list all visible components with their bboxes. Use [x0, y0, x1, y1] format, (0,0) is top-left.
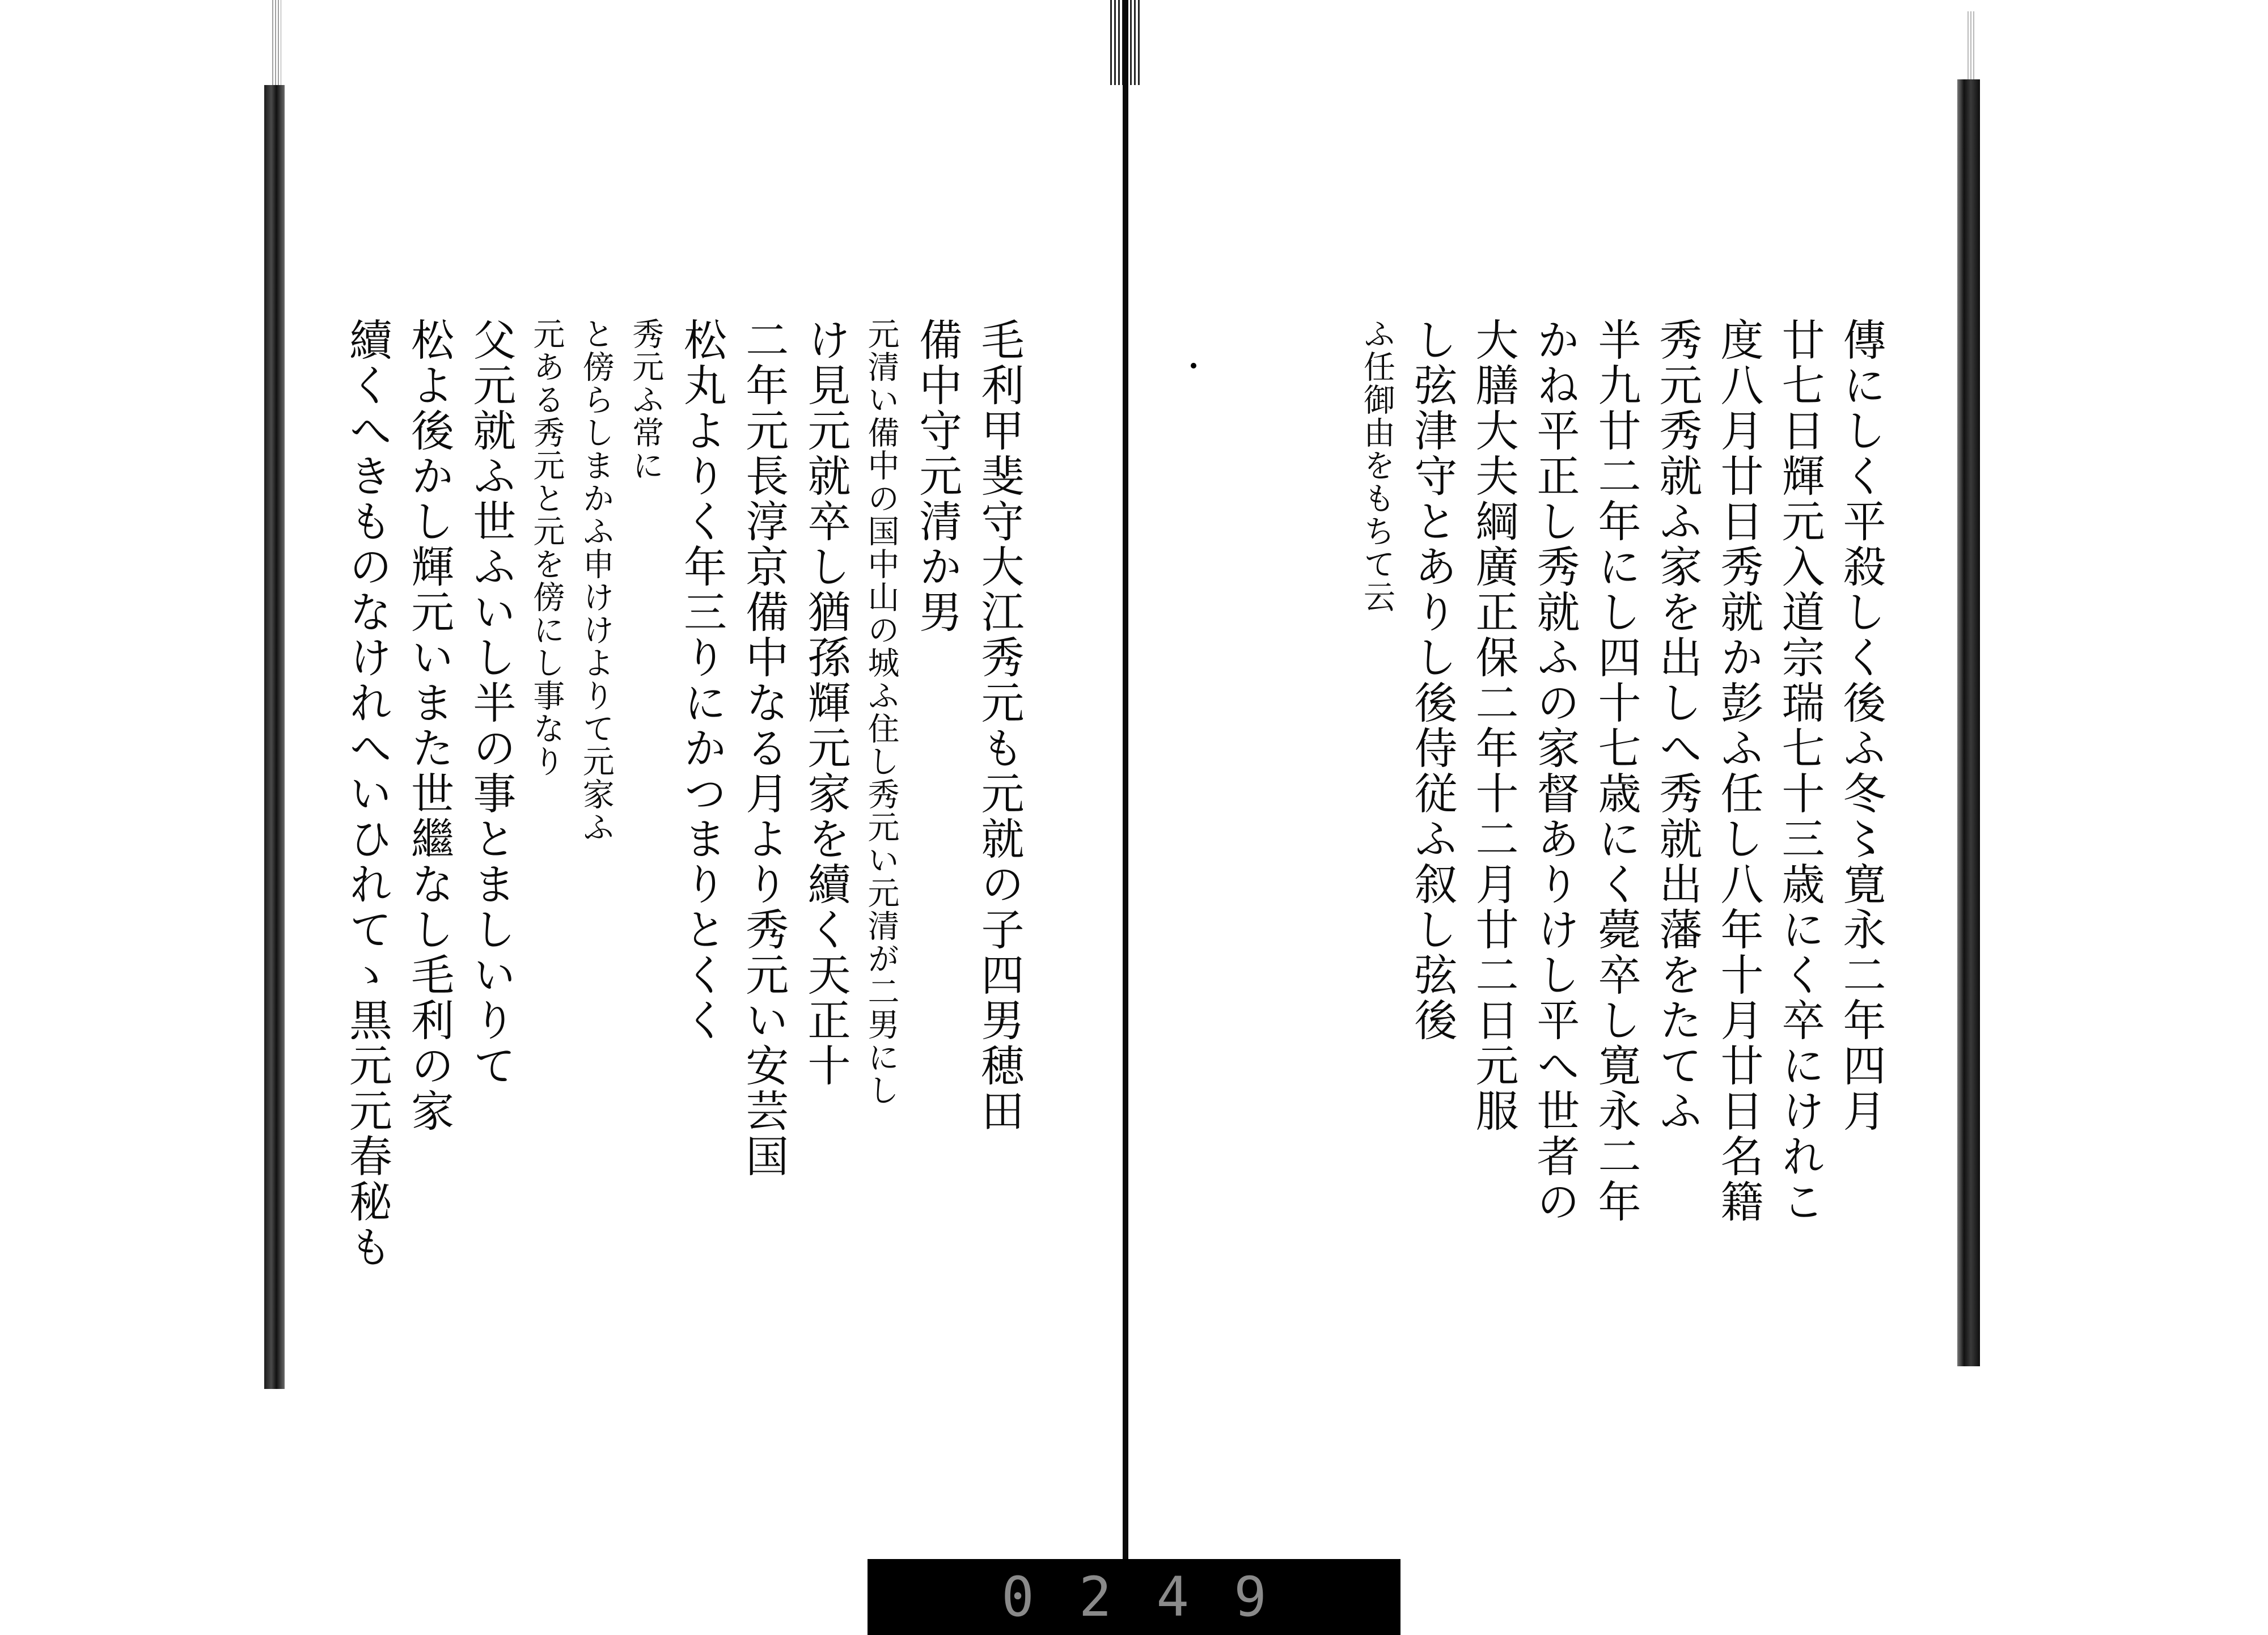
frame-number	[992, 1566, 1276, 1628]
annotation-column: 元清い備中の国中山の城ふ住し秀元い元清が二男にし	[862, 317, 900, 1107]
text-column: 大膳大夫綱廣正保二年十二月廿二日元服	[1469, 317, 1519, 1134]
left-book-edge	[264, 85, 285, 1389]
frame-digit: 2	[1078, 1565, 1112, 1629]
right-page-edge-top	[1967, 11, 1975, 79]
text-column: け見元就卒し猶孫輝元家を續く天正十	[801, 317, 852, 1088]
left-page-text	[340, 317, 1025, 1395]
left-page-edge-top	[272, 0, 281, 85]
text-column: 松よ後かし輝元いまた世繼なし毛利の家	[404, 317, 455, 1134]
text-column: 父元就ふ世ふいし半の事とましいりて	[466, 317, 517, 1088]
frame-digit: 0	[1001, 1565, 1034, 1629]
frame-digit: 4	[1156, 1565, 1190, 1629]
right-page-text	[1202, 317, 1886, 1395]
text-column: 度八月廿日秀就か彭ふ任し八年十月廿日名籍	[1713, 317, 1764, 1225]
text-column: 備中守元清か男	[912, 317, 963, 635]
annotation-column: と傍らしまかふ申けけよりて元家ふ	[577, 317, 615, 844]
text-column: 傳にしく平殺しく後ふ冬〻寛永二年四月	[1836, 317, 1886, 1134]
frame-digit: 9	[1234, 1565, 1267, 1629]
text-column: 毛利甲斐守大江秀元も元就の子四男穂田	[974, 317, 1025, 1134]
text-column: 半九廿二年にし四十七歳にく薨卒し寛永二年	[1591, 317, 1641, 1225]
annotation-column: 元ある秀元と元を傍にし事なり	[528, 317, 565, 778]
text-column: 廿七日輝元入道宗瑞七十三歳にく卒にけれこ	[1775, 317, 1825, 1225]
text-column: 松丸よりく年三りにかつまりとくく	[676, 317, 727, 1043]
annotation-column: 秀元ふ常に	[627, 317, 665, 482]
text-column: 二年元長淳京備中なる月より秀元い安芸国	[738, 317, 789, 1179]
right-book-edge	[1957, 79, 1980, 1366]
text-column: 續くへきものなけれへいひれてゝ黒元元春秘も	[342, 317, 393, 1270]
text-column: かね平正し秀就ふの家督ありけし平へ世者の	[1530, 317, 1580, 1225]
text-column: し弦津守とありし後侍従ふ叙し弦後	[1407, 317, 1458, 1043]
text-column: 秀元秀就ふ家を出しへ秀就出藩をたてふ	[1652, 317, 1703, 1134]
book-gutter	[1123, 0, 1128, 1559]
annotation-column: ふ任御由をもちて云	[1359, 317, 1395, 613]
ink-dot	[1191, 363, 1196, 368]
